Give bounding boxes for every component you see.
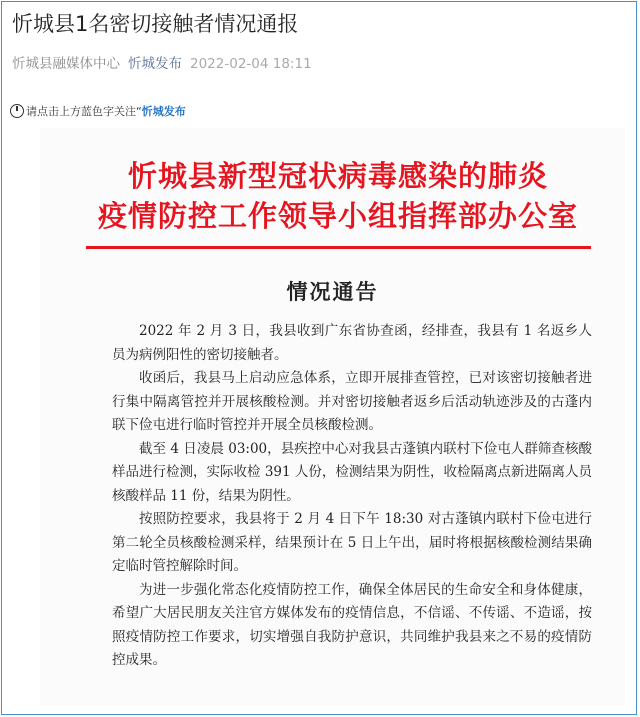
notice-paragraph: 2022 年 2 月 3 日，我县收到广东省协查函，经排查，我县有 1 名返乡人员为病例阳性的密切接触者。 — [112, 323, 592, 363]
clock-icon — [10, 104, 24, 118]
follow-tip-account[interactable]: 忻城发布 — [141, 105, 186, 118]
notice-document-image — [40, 128, 625, 706]
notice-body — [112, 320, 592, 673]
document-header-line2: 疫情防控工作领导小组指挥部办公室 — [97, 199, 578, 233]
header-red-rule — [86, 246, 591, 249]
article-meta — [12, 52, 312, 72]
notice-paragraph: 按照防控要求，我县将于 2 月 4 日下午 18:30 对古蓬镇内联村下俭屯进行第二轮全员核酸检测采样，结果预计在 5 日上午出，届时将根据核酸检测结果确定临时管控解除时间。 — [112, 511, 592, 574]
follow-tip — [10, 103, 186, 119]
article-title: 忻城县1名密切接触者情况通报 — [12, 12, 299, 36]
notice-paragraph: 收函后，我县马上启动应急体系，立即开展排查管控，已对该密切接触者进行集中隔离管控并开展核酸检测。并对密切接触者返乡后活动轨迹涉及的古蓬内联下俭屯进行临时管控并开展全员核酸检测。 — [112, 370, 592, 433]
document-header-line1: 忻城县新型冠状病毒感染的肺炎 — [127, 159, 548, 193]
notice-paragraph: 截至 4 日凌晨 03:00，县疾控中心对我县古蓬镇内联村下俭屯人群筛查核酸样品进行检测，实际收检 391 人份，检测结果为阴性，收检隔离点新进隔离人员核酸样品 11 份，结果为阴性。 — [112, 440, 592, 504]
document-header — [88, 156, 588, 236]
article-source: 忻城县融媒体中心 — [12, 56, 120, 72]
follow-tip-text: 请点击上方蓝色字关注“ — [26, 105, 142, 118]
notice-paragraph: 为进一步强化常态化疫情防控工作，确保全体居民的生命安全和身体健康，希望广大居民朋友关注官方媒体发布的疫情信息，不信谣、不传谣、不造谣，按照疫情防控工作要求，切实增强自我防护意识，共同维护我县来之不易的疫情防控成果。 — [112, 581, 592, 668]
publish-datetime: 2022-02-04 18:11 — [190, 56, 312, 72]
account-link[interactable]: 忻城发布 — [128, 56, 182, 72]
notice-title: 情况通告 — [286, 279, 379, 304]
